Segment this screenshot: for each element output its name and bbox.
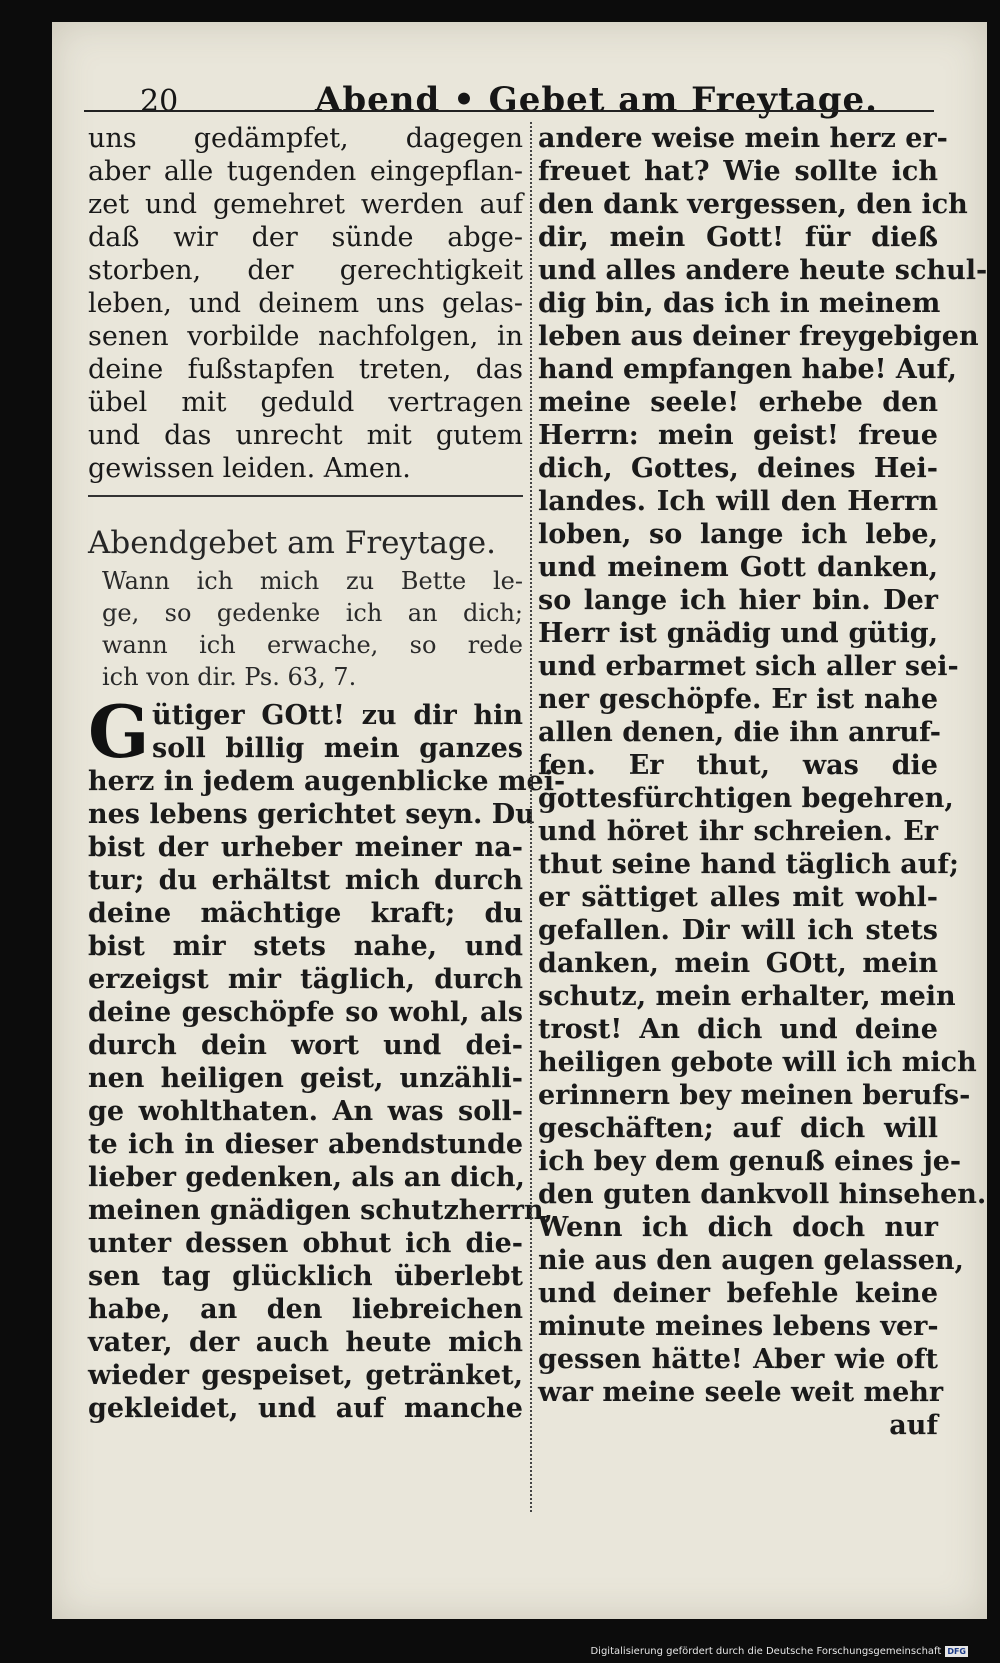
catchword: auf <box>889 1410 938 1441</box>
text-line: ütiger GOtt! zu dir hin <box>152 700 523 731</box>
drop-cap-initial: G <box>88 689 150 774</box>
text-line: gewissen leiden. Amen. <box>88 453 411 484</box>
text-line: und das unrecht mit gutem <box>88 420 523 451</box>
text-line: herz in jedem augenblicke mei- <box>88 766 566 797</box>
text-line: habe, an den liebreichen <box>88 1294 523 1325</box>
text-line: meine seele! erhebe den <box>538 387 938 418</box>
text-line: nen heiligen geist, unzähli- <box>88 1063 523 1094</box>
text-line: trost! An dich und deine <box>538 1014 938 1045</box>
text-line: deine geschöpfe so wohl, als <box>88 997 523 1028</box>
text-line: erzeigst mir täglich, durch <box>88 964 523 995</box>
text-line: wieder gespeiset, getränket, <box>88 1360 523 1391</box>
text-line: aber alle tugenden eingepflan- <box>88 156 523 187</box>
text-line: ge, so gedenke ich an dich; <box>102 599 523 627</box>
text-line: so lange ich hier bin. Der <box>538 585 938 616</box>
text-line: nie aus den augen gelassen, <box>538 1245 964 1276</box>
motto-verse <box>88 565 523 693</box>
text-line: landes. Ich will den Herrn <box>538 486 938 517</box>
text-line: zet und gemehret werden auf <box>88 189 523 220</box>
text-line: schutz, mein erhalter, mein <box>538 981 956 1012</box>
text-line: wann ich erwache, so rede <box>102 631 523 659</box>
text-line: minute meines lebens ver- <box>538 1311 939 1342</box>
dfg-logo: DFG <box>947 1647 966 1656</box>
text-line: meinen gnädigen schutzherrn, <box>88 1195 554 1226</box>
text-line: Herr ist gnädig und gütig, <box>538 618 938 649</box>
text-line: er sättiget alles mit wohl- <box>538 882 938 913</box>
text-line: freuet hat? Wie sollte ich <box>538 156 938 187</box>
text-line: gefallen. Dir will ich stets <box>538 915 938 946</box>
prayer-indented-lines <box>88 689 523 774</box>
text-line: leben, und deinem uns gelas- <box>88 288 523 319</box>
left-column <box>88 122 566 1425</box>
footer-credit <box>590 1646 968 1657</box>
text-line: unter dessen obhut ich die- <box>88 1228 523 1259</box>
text-line: und alles andere heute schul- <box>538 255 988 286</box>
prayer-body <box>88 689 566 1425</box>
running-title: Abend • Gebet am Freytage. <box>315 80 878 120</box>
text-line: den dank vergessen, den ich <box>538 189 968 220</box>
text-line: hand empfangen habe! Auf, <box>538 354 957 385</box>
text-line: deine fußstapfen treten, das <box>88 354 523 385</box>
text-line: heiligen gebote will ich mich <box>538 1047 977 1078</box>
text-line: dig bin, das ich in meinem <box>538 288 941 319</box>
text-line: loben, so lange ich lebe, <box>538 519 938 550</box>
page-number: 20 <box>140 84 179 119</box>
text-line: te ich in dieser abendstunde <box>88 1129 523 1160</box>
text-line: und höret ihr schreien. Er <box>538 816 938 847</box>
section-heading: Abendgebet am Freytage. <box>88 525 496 561</box>
continuation-text <box>88 122 523 485</box>
text-line: leben aus deiner freygebigen <box>538 321 979 352</box>
text-line: daß wir der sünde abge- <box>88 222 523 253</box>
text-line: storben, der gerechtigkeit <box>88 255 523 286</box>
text-line: Wann ich mich zu Bette le- <box>102 567 523 595</box>
text-line: gottesfürchtigen begehren, <box>538 783 954 814</box>
text-line: und erbarmet sich aller sei- <box>538 651 959 682</box>
text-line: ich bey dem genuß eines je- <box>538 1146 962 1177</box>
prayer-lines <box>88 765 566 1425</box>
text-line: gessen hätte! Aber wie oft <box>538 1344 938 1375</box>
text-line: geschäften; auf dich will <box>538 1113 938 1144</box>
text-line: ich von dir. Ps. 63, 7. <box>102 663 357 691</box>
right-column <box>530 122 988 1512</box>
text-line: deine mächtige kraft; du <box>88 898 523 929</box>
text-line: gekleidet, und auf manche <box>88 1393 523 1424</box>
header-rule <box>84 110 934 112</box>
text-line: tur; du erhältst mich durch <box>88 865 523 896</box>
text-line: lieber gedenken, als an dich, <box>88 1162 525 1193</box>
text-line: ner geschöpfe. Er ist nahe <box>538 684 938 715</box>
right-column-text <box>538 122 988 1409</box>
text-line: bist mir stets nahe, und <box>88 931 523 962</box>
text-line: soll billig mein ganzes <box>152 733 523 764</box>
text-line: übel mit geduld vertragen <box>88 387 523 418</box>
text-line: den guten dankvoll hinsehen. <box>538 1179 987 1210</box>
text-line: fen. Er thut, was die <box>538 750 938 781</box>
text-line: sen tag glücklich überlebt <box>88 1261 523 1292</box>
text-line: dir, mein Gott! für dieß <box>538 222 938 253</box>
text-line: allen denen, die ihn anruf- <box>538 717 941 748</box>
text-line: und meinem Gott danken, <box>538 552 938 583</box>
text-line: durch dein wort und dei- <box>88 1030 523 1061</box>
text-line: andere weise mein herz er- <box>538 123 948 154</box>
text-line: bist der urheber meiner na- <box>88 832 523 863</box>
text-line: war meine seele weit mehr <box>538 1377 944 1408</box>
text-line: Herrn: mein geist! freue <box>538 420 938 451</box>
credit-text: Digitalisierung gefördert durch die Deutsche Forschungsgemeinschaft <box>590 1646 942 1657</box>
text-line: ge wohlthaten. An was soll- <box>88 1096 523 1127</box>
text-line: nes lebens gerichtet seyn. Du <box>88 799 535 830</box>
text-line: und deiner befehle keine <box>538 1278 938 1309</box>
text-line: dich, Gottes, deines Hei- <box>538 453 938 484</box>
text-line: Wenn ich dich doch nur <box>538 1212 938 1243</box>
text-line: thut seine hand täglich auf; <box>538 849 960 880</box>
text-line: senen vorbilde nachfolgen, in <box>88 321 523 352</box>
section-divider <box>88 495 523 515</box>
text-line: uns gedämpfet, dagegen <box>88 123 523 154</box>
text-line: erinnern bey meinen berufs- <box>538 1080 971 1111</box>
text-line: danken, mein GOtt, mein <box>538 948 938 979</box>
text-line: vater, der auch heute mich <box>88 1327 523 1358</box>
